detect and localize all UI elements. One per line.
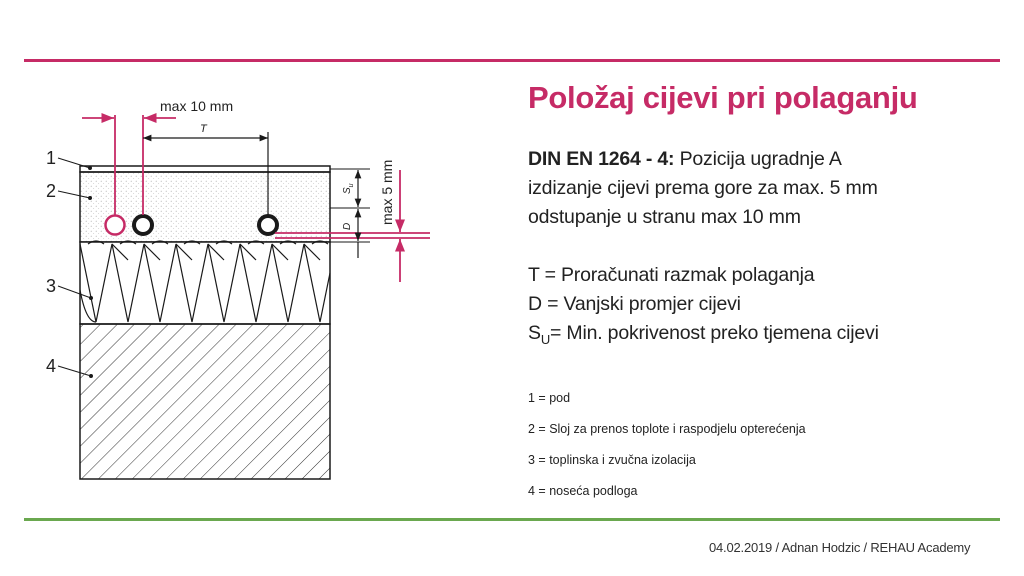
su-prefix: S xyxy=(528,322,541,344)
legend-item: 4 = noseća podloga xyxy=(528,484,638,498)
pipe-offset-circle xyxy=(106,216,125,235)
legend-item: 3 = toplinska i zvučna izolacija xyxy=(528,453,696,467)
lift-text: izdizanje cijevi prema gore za max. 5 mm xyxy=(528,177,878,199)
layer-floor xyxy=(80,166,330,172)
legend-item: 1 = pod xyxy=(528,391,571,405)
d-definition: D = Vanjski promjer cijevi xyxy=(528,293,741,315)
pipe-circle xyxy=(134,216,152,234)
t-definition: T = Proračunati razmak polaganja xyxy=(528,264,815,286)
spacer xyxy=(528,232,879,261)
callout-3: 3 xyxy=(46,276,57,296)
callout-2: 2 xyxy=(46,181,57,201)
pipe-circle xyxy=(259,216,277,234)
layer-insulation xyxy=(80,242,330,324)
description xyxy=(528,145,879,354)
d-label: D xyxy=(342,222,353,230)
standard-reference: DIN EN 1264 - 4: xyxy=(528,148,675,170)
su-definition xyxy=(528,319,879,354)
t-label: T xyxy=(200,123,207,135)
legend-item: 2 = Sloj za prenos toplote i raspodjelu opterećenja xyxy=(528,422,806,436)
su-subscript: U xyxy=(540,331,551,347)
layer-base xyxy=(80,324,330,479)
footer: 04.02.2019 / Adnan Hodzic / REHAU Academy xyxy=(709,540,971,555)
position-text: Pozicija ugradnje A xyxy=(674,148,842,170)
su-label-main: S xyxy=(342,187,353,194)
standard-line xyxy=(528,145,879,174)
su-label-sub: u xyxy=(348,183,355,188)
page-title: Položaj cijevi pri polaganju xyxy=(528,80,918,115)
callout-4: 4 xyxy=(46,356,57,376)
callout-1: 1 xyxy=(46,148,57,168)
su-label xyxy=(342,183,355,194)
bottom-divider xyxy=(24,518,1000,521)
su-text: = Min. pokrivenost preko tjemena cijevi xyxy=(550,322,879,344)
shift-text: odstupanje u stranu max 10 mm xyxy=(528,206,801,228)
max-vertical-label: max 5 mm xyxy=(379,159,395,225)
max-horizontal-label: max 10 mm xyxy=(160,98,234,114)
legend xyxy=(528,388,806,512)
